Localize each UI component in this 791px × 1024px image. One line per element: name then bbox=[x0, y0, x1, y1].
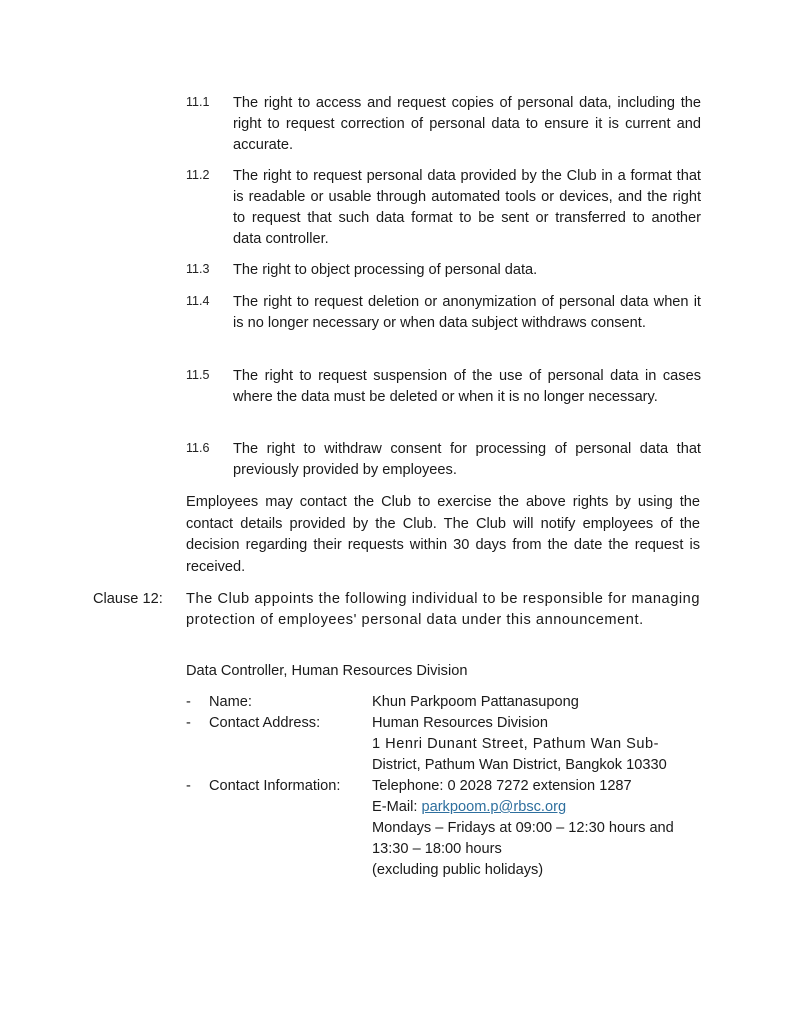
list-dash: - bbox=[186, 694, 191, 710]
right-number: 11.4 bbox=[186, 294, 210, 308]
employees-paragraph: Employees may contact the Club to exercise the above rights by using the contact details provided by the Club. The Club will notify employees of the decision regarding their requests within 30 days from the date the request is received. bbox=[186, 494, 700, 575]
address-label: Contact Address: bbox=[209, 715, 321, 731]
clause-text: The Club appoints the following individual to be responsible for managing protection of employees' personal data under this announcement. bbox=[186, 591, 700, 628]
right-text: The right to request personal data provided by the Club in a format that is readable or usable through automated tools or devices, and the right to request that such data format to be sent or transferred to another data controller. bbox=[233, 168, 701, 247]
right-text: The right to withdraw consent for processing of personal data that previously provided by employees. bbox=[233, 441, 701, 478]
right-number: 11.5 bbox=[186, 368, 210, 382]
hours-line: 13:30 – 18:00 hours bbox=[372, 841, 502, 857]
right-text: The right to object processing of personal data. bbox=[233, 262, 538, 278]
right-text: The right to request deletion or anonymization of personal data when it is no longer necessary or when data subject withdraws consent. bbox=[233, 294, 701, 331]
contact-info-label: Contact Information: bbox=[209, 778, 341, 794]
right-number: 11.6 bbox=[186, 441, 210, 455]
email-line bbox=[372, 797, 702, 818]
right-text: The right to access and request copies of personal data, including the right to request correction of personal data to ensure it is current and accurate. bbox=[233, 95, 701, 153]
hours-line: Mondays – Fridays at 09:00 – 12:30 hours and bbox=[372, 820, 674, 836]
email-label: E-Mail: bbox=[372, 799, 422, 815]
right-number: 11.1 bbox=[186, 95, 210, 109]
list-dash: - bbox=[186, 715, 191, 731]
address-line: 1 Henri Dunant Street, Pathum Wan Sub- bbox=[372, 736, 659, 752]
name-label: Name: bbox=[209, 694, 252, 710]
hours-note: (excluding public holidays) bbox=[372, 862, 544, 878]
right-text: The right to request suspension of the use of personal data in cases where the data must be deleted or when it is no longer necessary. bbox=[233, 368, 701, 405]
address-line: Human Resources Division bbox=[372, 715, 549, 731]
telephone: Telephone: 0 2028 7272 extension 1287 bbox=[372, 778, 632, 794]
name-value: Khun Parkpoom Pattanasupong bbox=[372, 694, 579, 710]
address-line: District, Pathum Wan District, Bangkok 10330 bbox=[372, 757, 667, 773]
clause-label: Clause 12: bbox=[93, 591, 163, 607]
right-number: 11.2 bbox=[186, 168, 210, 182]
list-dash: - bbox=[186, 778, 191, 794]
right-number: 11.3 bbox=[186, 262, 210, 276]
email-link[interactable]: parkpoom.p@rbsc.org bbox=[421, 799, 567, 815]
data-controller-title: Data Controller, Human Resources Division bbox=[186, 663, 468, 679]
